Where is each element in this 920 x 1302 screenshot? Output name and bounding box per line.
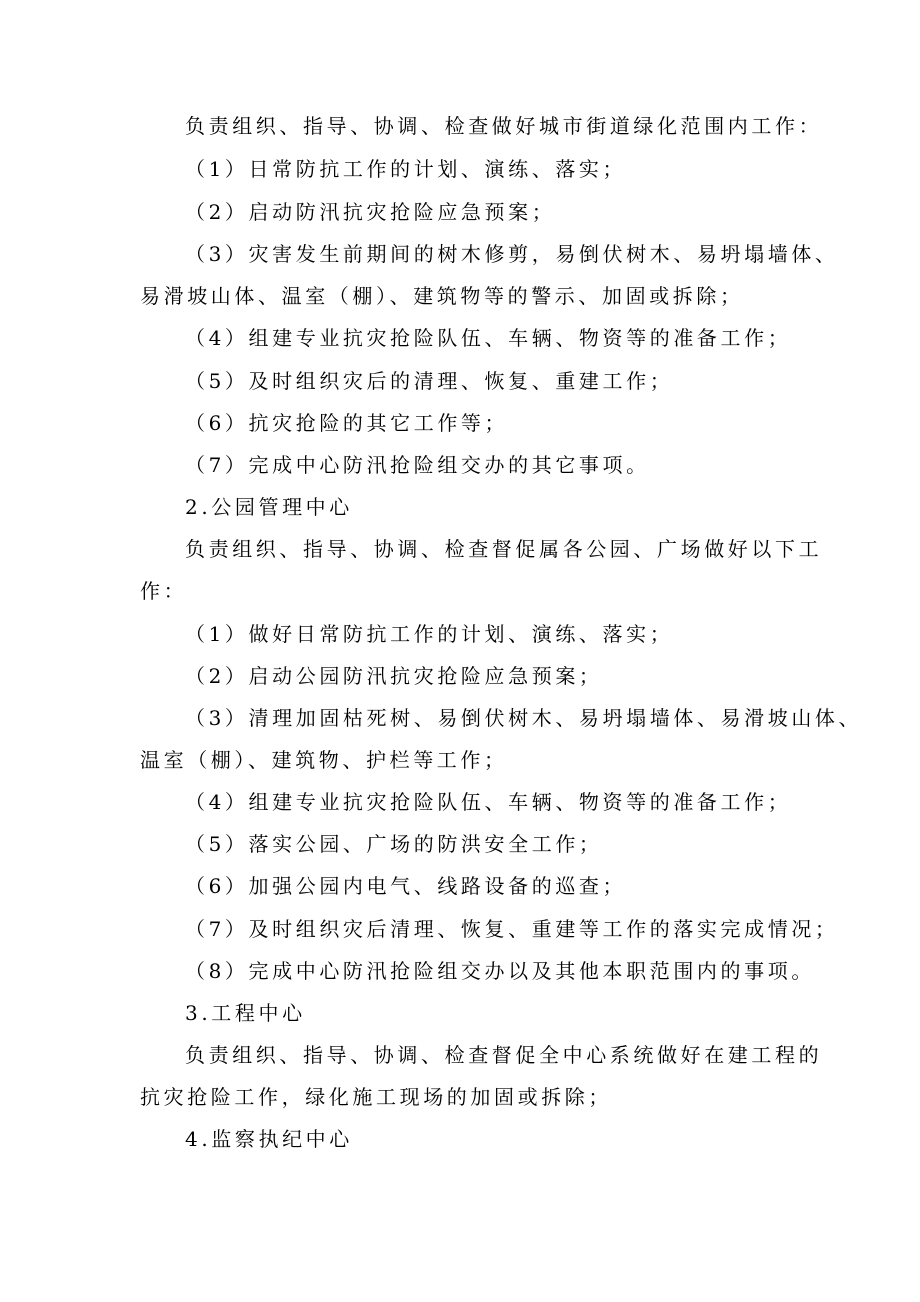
- paragraph-intro-street: 负责组织、指导、协调、检查做好城市街道绿化范围内工作：: [185, 114, 823, 138]
- list-item-street-1: （1）日常防抗工作的计划、演练、落实；: [185, 157, 627, 181]
- list-item-park-4: （4）组建专业抗灾抢险队伍、车辆、物资等的准备工作；: [185, 790, 792, 814]
- list-item-street-2: （2）启动防汛抗灾抢险应急预案；: [185, 200, 556, 224]
- list-item-park-1: （1）做好日常防抗工作的计划、演练、落实；: [185, 622, 674, 646]
- list-item-street-6: （6）抗灾抢险的其它工作等；: [185, 411, 509, 435]
- paragraph-intro-park: 负责组织、指导、协调、检查督促属各公园、广场做好以下工: [185, 537, 823, 561]
- list-item-park-7: （7）及时组织灾后清理、恢复、重建等工作的落实完成情况；: [185, 917, 839, 941]
- list-item-street-7: （7）完成中心防汛抢险组交办的其它事项。: [185, 453, 650, 477]
- list-item-street-5: （5）及时组织灾后的清理、恢复、重建工作；: [185, 369, 674, 393]
- list-item-park-3: （3）清理加固枯死树、易倒伏树木、易坍塌墙体、易滑坡山体、: [185, 706, 863, 730]
- section-heading-engineering: 3.工程中心: [185, 1001, 306, 1025]
- list-item-street-4: （4）组建专业抗灾抢险队伍、车辆、物资等的准备工作；: [185, 326, 792, 350]
- section-heading-park: 2.公园管理中心: [185, 495, 353, 519]
- list-item-park-3-cont: 温室（棚）、建筑物、护栏等工作；: [140, 748, 508, 772]
- list-item-street-3-cont: 易滑坡山体、温室（棚）、建筑物等的警示、加固或拆除；: [140, 284, 744, 308]
- paragraph-intro-park-cont: 作：: [140, 579, 188, 603]
- list-item-street-3: （3）灾害发生前期间的树木修剪，易倒伏树木、易坍塌墙体、: [185, 242, 839, 266]
- list-item-park-8: （8）完成中心防汛抢险组交办以及其他本职范围内的事项。: [185, 959, 815, 983]
- list-item-park-2: （2）启动公园防汛抗灾抢险应急预案；: [185, 664, 603, 688]
- paragraph-engineering-cont: 抗灾抢险工作，绿化施工现场的加固或拆除；: [140, 1085, 612, 1109]
- section-heading-supervision: 4.监察执纪中心: [185, 1127, 353, 1151]
- paragraph-engineering: 负责组织、指导、协调、检查督促全中心系统做好在建工程的: [185, 1043, 823, 1067]
- list-item-park-5: （5）落实公园、广场的防洪安全工作；: [185, 832, 603, 856]
- list-item-park-6: （6）加强公园内电气、线路设备的巡查；: [185, 874, 627, 898]
